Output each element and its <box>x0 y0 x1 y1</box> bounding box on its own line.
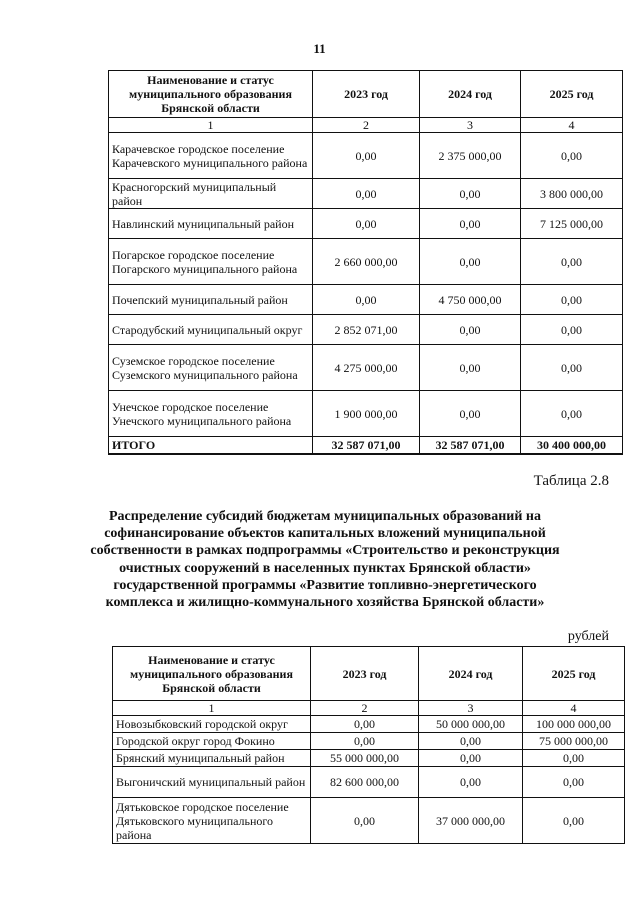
table-number-label: Таблица 2.8 <box>533 473 609 489</box>
index-cell: 3 <box>419 701 523 716</box>
value-2023: 0,00 <box>313 285 420 315</box>
subsidy-table-2 <box>112 646 625 844</box>
value-2024: 0,00 <box>420 239 521 285</box>
value-2024: 50 000 000,00 <box>419 716 523 733</box>
municipality-name: Почепский муниципальный район <box>109 285 313 315</box>
table-row <box>109 391 623 437</box>
municipality-name: Карачевское городское поселение Карачевского муниципального района <box>109 133 313 179</box>
value-2024: 0,00 <box>420 179 521 209</box>
value-2025: 0,00 <box>521 285 623 315</box>
value-2024: 0,00 <box>420 315 521 345</box>
value-2023: 4 275 000,00 <box>313 345 420 391</box>
index-cell: 2 <box>313 118 420 133</box>
table-row <box>109 345 623 391</box>
value-2025: 3 800 000,00 <box>521 179 623 209</box>
value-2023: 0,00 <box>313 133 420 179</box>
municipality-name: Городской округ город Фокино <box>113 733 311 750</box>
table-row <box>109 179 623 209</box>
value-2025: 0,00 <box>521 345 623 391</box>
table-row <box>109 239 623 285</box>
municipality-name: Стародубский муниципальный округ <box>109 315 313 345</box>
header-2025: 2025 год <box>523 647 625 701</box>
header-2025: 2025 год <box>521 71 623 118</box>
municipality-name: Красногорский муниципальный район <box>109 179 313 209</box>
header-2023: 2023 год <box>313 71 420 118</box>
value-2025: 0,00 <box>521 239 623 285</box>
value-2024: 37 000 000,00 <box>419 798 523 844</box>
value-2025: 0,00 <box>521 315 623 345</box>
total-label: ИТОГО <box>109 437 313 454</box>
value-2023: 0,00 <box>311 716 419 733</box>
total-row <box>109 437 623 454</box>
value-2025: 0,00 <box>521 133 623 179</box>
value-2024: 0,00 <box>419 750 523 767</box>
currency-unit: рублей <box>567 629 609 644</box>
value-2025: 0,00 <box>523 750 625 767</box>
value-2024: 0,00 <box>419 733 523 750</box>
value-2025: 100 000 000,00 <box>523 716 625 733</box>
value-2023: 0,00 <box>313 209 420 239</box>
table-row <box>113 733 625 750</box>
table-row <box>113 798 625 844</box>
value-2023: 1 900 000,00 <box>313 391 420 437</box>
value-2024: 2 375 000,00 <box>420 133 521 179</box>
table-row <box>109 285 623 315</box>
value-2024: 0,00 <box>420 209 521 239</box>
header-2024: 2024 год <box>419 647 523 701</box>
value-2023: 0,00 <box>313 179 420 209</box>
value-2023: 0,00 <box>311 733 419 750</box>
municipality-name: Унечское городское поселение Унечского муниципального района <box>109 391 313 437</box>
value-2023: 2 852 071,00 <box>313 315 420 345</box>
index-cell: 4 <box>521 118 623 133</box>
value-2025: 0,00 <box>523 798 625 844</box>
value-2023: 2 660 000,00 <box>313 239 420 285</box>
index-row <box>113 701 625 716</box>
value-2023: 55 000 000,00 <box>311 750 419 767</box>
total-2023: 32 587 071,00 <box>313 437 420 454</box>
total-2025: 30 400 000,00 <box>521 437 623 454</box>
value-2025: 7 125 000,00 <box>521 209 623 239</box>
total-2024: 32 587 071,00 <box>420 437 521 454</box>
index-cell: 4 <box>523 701 625 716</box>
municipality-name: Погарское городское поселение Погарского муниципального района <box>109 239 313 285</box>
municipality-name: Дятьковское городское поселение Дятьковского муниципального района <box>113 798 311 844</box>
index-row <box>109 118 623 133</box>
table-row <box>113 716 625 733</box>
table-row <box>109 209 623 239</box>
municipality-name: Суземское городское поселение Суземского муниципального района <box>109 345 313 391</box>
municipality-name: Навлинский муниципальный район <box>109 209 313 239</box>
header-municipality: Наименование и статус муниципального образования Брянской области <box>109 71 313 118</box>
index-cell: 3 <box>420 118 521 133</box>
page-number: 11 <box>313 41 326 56</box>
index-cell: 1 <box>113 701 311 716</box>
value-2024: 4 750 000,00 <box>420 285 521 315</box>
value-2024: 0,00 <box>420 345 521 391</box>
municipality-name: Брянский муниципальный район <box>113 750 311 767</box>
value-2024: 0,00 <box>420 391 521 437</box>
table-row <box>109 315 623 345</box>
index-cell: 2 <box>311 701 419 716</box>
subsidy-table-1 <box>108 70 623 455</box>
index-cell: 1 <box>109 118 313 133</box>
value-2024: 0,00 <box>419 767 523 798</box>
header-municipality: Наименование и статус муниципального образования Брянской области <box>113 647 311 701</box>
value-2025: 0,00 <box>521 391 623 437</box>
header-2024: 2024 год <box>420 71 521 118</box>
table-row <box>113 750 625 767</box>
value-2025: 75 000 000,00 <box>523 733 625 750</box>
table-title: Распределение субсидий бюджетам муниципальных образований на софинансирование объектов капитальных вложений муниципальной собственности в рамках подпрограммы «Строительство и реконструкция очистных сооружений в населенных пунктах Брянской области» государственной программы «Развитие топливно-энергетического комплекса и жилищно-коммунального хозяйства Брянской области» <box>90 509 560 611</box>
municipality-name: Новозыбковский городской округ <box>113 716 311 733</box>
header-2023: 2023 год <box>311 647 419 701</box>
value-2025: 0,00 <box>523 767 625 798</box>
municipality-name: Выгоничский муниципальный район <box>113 767 311 798</box>
value-2023: 0,00 <box>311 798 419 844</box>
table-row <box>109 133 623 179</box>
value-2023: 82 600 000,00 <box>311 767 419 798</box>
table-row <box>113 767 625 798</box>
